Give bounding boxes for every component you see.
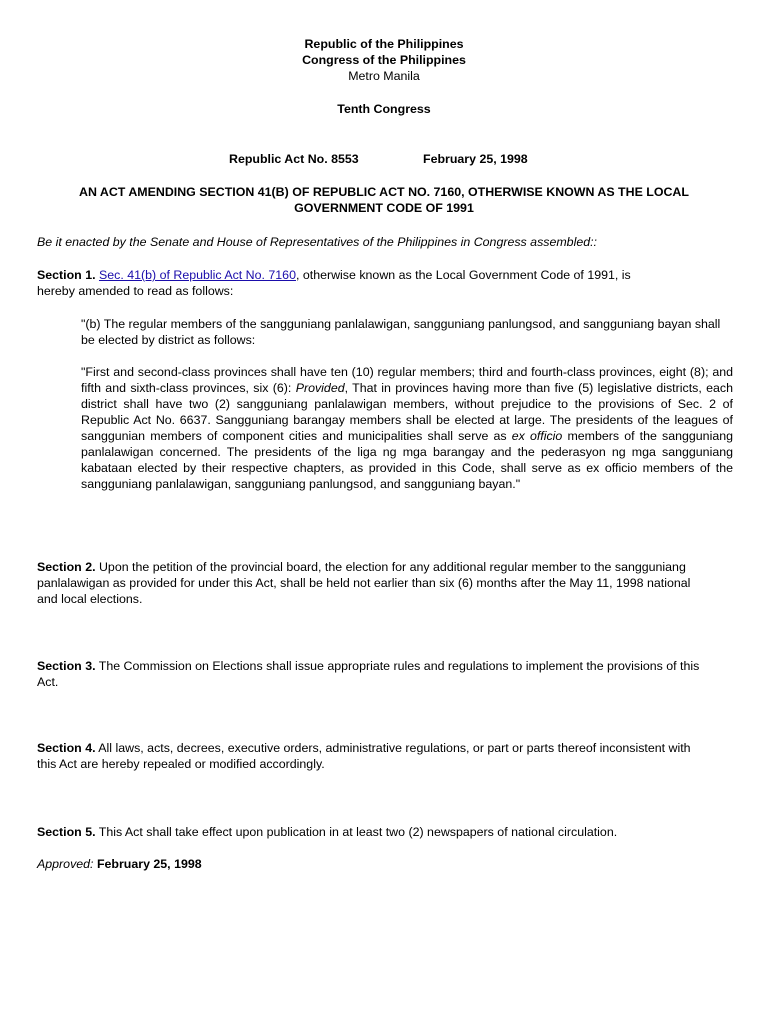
quote2-part3: members of the sangguniang panlalawigan concerned. The presidents of the liga ng mga barangay and the pederasyon ng mga sangguniang kabataan elected by their respective chapters, as provided in this Code, shall serve as ex officio members of the sangguniang panlalawigan, sangguniang panlungsod, and sangguniang bayan." xyxy=(81,429,734,491)
approved-line xyxy=(37,856,712,872)
section-2-text: Upon the petition of the provincial board, the election for any additional regular member to the sangguniang panlalawigan as provided for under this Act, shall be held not earlier than six (6) months after the May 11, 1998 national and local elections. xyxy=(37,560,691,606)
quote2-part1: "First and second-class provinces shall have ten (10) regular members; third and fourth-class provinces, eight (8); and fifth and sixth-class provinces, six (6): xyxy=(81,365,733,395)
section-1-text: , otherwise known as the Local Government Code of 1991, is xyxy=(295,268,631,282)
quote2-ex-officio: ex officio xyxy=(511,429,563,443)
section-5-text: This Act shall take effect upon publication in at least two (2) newspapers of national circulation. xyxy=(95,825,618,839)
enacting-clause: Be it enacted by the Senate and House of Representatives of the Philippines in Congress assembled:: xyxy=(37,235,597,249)
act-date: February 25, 1998 xyxy=(423,152,528,166)
header-location: Metro Manila xyxy=(348,69,420,83)
section-1-line1 xyxy=(37,267,712,283)
header-congress: Congress of the Philippines xyxy=(302,53,466,67)
section-1 xyxy=(37,267,712,299)
section-4-label: Section 4. xyxy=(37,741,96,755)
section-3 xyxy=(37,658,712,690)
header-republic: Republic of the Philippines xyxy=(304,37,464,51)
quoted-paragraph-provinces xyxy=(81,364,733,492)
section-2 xyxy=(37,559,712,607)
act-number: Republic Act No. 8553 xyxy=(229,152,359,166)
section-5-label: Section 5. xyxy=(37,825,96,839)
congress-label: Tenth Congress xyxy=(337,102,431,116)
ra-7160-link[interactable]: Sec. 41(b) of Republic Act No. 7160 xyxy=(98,268,296,282)
section-2-label: Section 2. xyxy=(37,560,96,574)
approved-date: February 25, 1998 xyxy=(96,857,202,871)
act-title xyxy=(0,184,768,216)
section-5 xyxy=(37,824,712,840)
section-1-label: Section 1. xyxy=(37,268,96,282)
approved-label: Approved: xyxy=(37,857,94,871)
section-4-text: All laws, acts, decrees, executive orders, administrative regulations, or part or parts thereof inconsistent with this Act are hereby repealed or modified accordingly. xyxy=(37,741,691,771)
act-title-line1: AN ACT AMENDING SECTION 41(B) OF REPUBLIC ACT NO. 7160, OTHERWISE KNOWN AS THE LOCAL xyxy=(79,185,689,199)
act-title-line2: GOVERNMENT CODE OF 1991 xyxy=(294,201,474,215)
section-3-label: Section 3. xyxy=(37,659,96,673)
quoted-paragraph-b: "(b) The regular members of the sangguniang panlalawigan, sangguniang panlungsod, and sangguniang bayan shall be elected by district as follows: xyxy=(81,317,721,347)
section-1-line2: hereby amended to read as follows: xyxy=(37,284,234,298)
section-3-text: The Commission on Elections shall issue appropriate rules and regulations to implement the provisions of this Act. xyxy=(37,659,700,689)
quote2-part2: , That in provinces having more than five (5) legislative districts, each district shall have two (2) sangguniang panlalawigan members, without prejudice to the provisions of Sec. 2 of Republic Act No. 6637. Sangguniang barangay members shall be elected at large. The presidents of the leagues of sanggunian members of component cities and municipalities shall serve as xyxy=(81,381,733,443)
section-4 xyxy=(37,740,712,772)
quote2-provided: Provided xyxy=(295,381,345,395)
